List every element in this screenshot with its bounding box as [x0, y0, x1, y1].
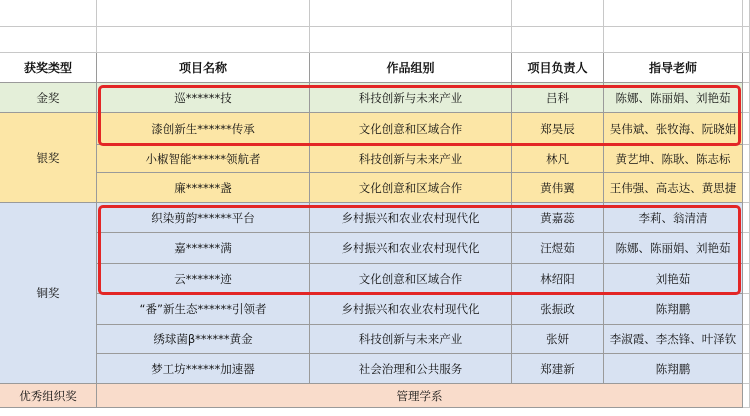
- category-cell: 文化创意和区域合作: [310, 264, 512, 294]
- category-cell: 社会治理和公共服务: [310, 354, 512, 384]
- leader-cell: 郑建新: [512, 354, 604, 384]
- column-header: 项目负责人: [512, 53, 604, 83]
- grid-cell: [743, 145, 750, 173]
- grid-cell: [743, 173, 750, 203]
- column-header: 项目名称: [97, 53, 310, 83]
- advisors-cell: 李淑霞、李杰锋、叶泽钦: [604, 325, 743, 354]
- grid-cell: [97, 0, 310, 27]
- project-name-cell: 漆创新生******传承: [97, 113, 310, 145]
- advisors-cell: 陈翔鹏: [604, 354, 743, 384]
- leader-cell: 张振政: [512, 294, 604, 325]
- advisors-cell: 陈娜、陈丽娟、刘艳茹: [604, 233, 743, 264]
- project-name-cell: 云******迹: [97, 264, 310, 294]
- category-cell: 科技创新与未来产业: [310, 325, 512, 354]
- project-name-cell: 嘉******满: [97, 233, 310, 264]
- leader-cell: 吕科: [512, 83, 604, 113]
- leader-cell: 林绍阳: [512, 264, 604, 294]
- grid-cell: [743, 325, 750, 354]
- grid-cell: [310, 0, 512, 27]
- project-name-cell: 绣球菌β******黄金: [97, 325, 310, 354]
- grid-cell: [512, 27, 604, 53]
- grid-cell: [604, 27, 743, 53]
- grid-cell: [97, 27, 310, 53]
- category-cell: 乡村振兴和农业农村现代化: [310, 233, 512, 264]
- advisors-cell: 王伟强、高志达、黄思捷: [604, 173, 743, 203]
- advisors-cell: 陈娜、陈丽娟、刘艳茹: [604, 83, 743, 113]
- grid-cell: [0, 27, 97, 53]
- award-type-cell: 金奖: [0, 83, 97, 113]
- category-cell: 科技创新与未来产业: [310, 145, 512, 173]
- project-name-cell: 梦工坊******加速器: [97, 354, 310, 384]
- project-name-cell: 织染剪韵******平台: [97, 203, 310, 233]
- leader-cell: 林凡: [512, 145, 604, 173]
- grid-cell: [743, 113, 750, 145]
- grid-cell: [743, 384, 750, 408]
- award-type-cell: 银奖: [0, 113, 97, 203]
- advisors-cell: 刘艳茹: [604, 264, 743, 294]
- grid-cell: [310, 27, 512, 53]
- grid-cell: [743, 264, 750, 294]
- leader-cell: 黄伟翼: [512, 173, 604, 203]
- category-cell: 科技创新与未来产业: [310, 83, 512, 113]
- project-name-cell: “番”新生态******引领者: [97, 294, 310, 325]
- advisors-cell: 李莉、翁清清: [604, 203, 743, 233]
- grid-cell: [743, 354, 750, 384]
- award-type-cell: 优秀组织奖: [0, 384, 97, 408]
- advisors-cell: 黄艺坤、陈耿、陈志标: [604, 145, 743, 173]
- project-name-cell: 廉******盏: [97, 173, 310, 203]
- grid-cell: [743, 294, 750, 325]
- grid-cell: [0, 0, 97, 27]
- award-type-cell: 铜奖: [0, 203, 97, 384]
- category-cell: 文化创意和区域合作: [310, 173, 512, 203]
- advisors-cell: 吴伟斌、张牧海、阮晓娟: [604, 113, 743, 145]
- grid-cell: [604, 0, 743, 27]
- grid-cell: [512, 0, 604, 27]
- grid-cell: [743, 83, 750, 113]
- project-name-cell: 巡******技: [97, 83, 310, 113]
- advisors-cell: 陈翔鹏: [604, 294, 743, 325]
- column-header: 指导老师: [604, 53, 743, 83]
- category-cell: 乡村振兴和农业农村现代化: [310, 294, 512, 325]
- grid-cell: [743, 27, 750, 53]
- grid-cell: [743, 203, 750, 233]
- column-header: 作品组别: [310, 53, 512, 83]
- grid-cell: [743, 0, 750, 27]
- leader-cell: 黄嘉蕊: [512, 203, 604, 233]
- leader-cell: 汪煜茹: [512, 233, 604, 264]
- category-cell: 乡村振兴和农业农村现代化: [310, 203, 512, 233]
- leader-cell: 郑昊辰: [512, 113, 604, 145]
- grid-cell: [743, 233, 750, 264]
- leader-cell: 张妍: [512, 325, 604, 354]
- column-header: 获奖类型: [0, 53, 97, 83]
- org-unit-cell: 管理学系: [97, 384, 743, 408]
- grid-cell: [743, 53, 750, 83]
- project-name-cell: 小椒智能******领航者: [97, 145, 310, 173]
- category-cell: 文化创意和区域合作: [310, 113, 512, 145]
